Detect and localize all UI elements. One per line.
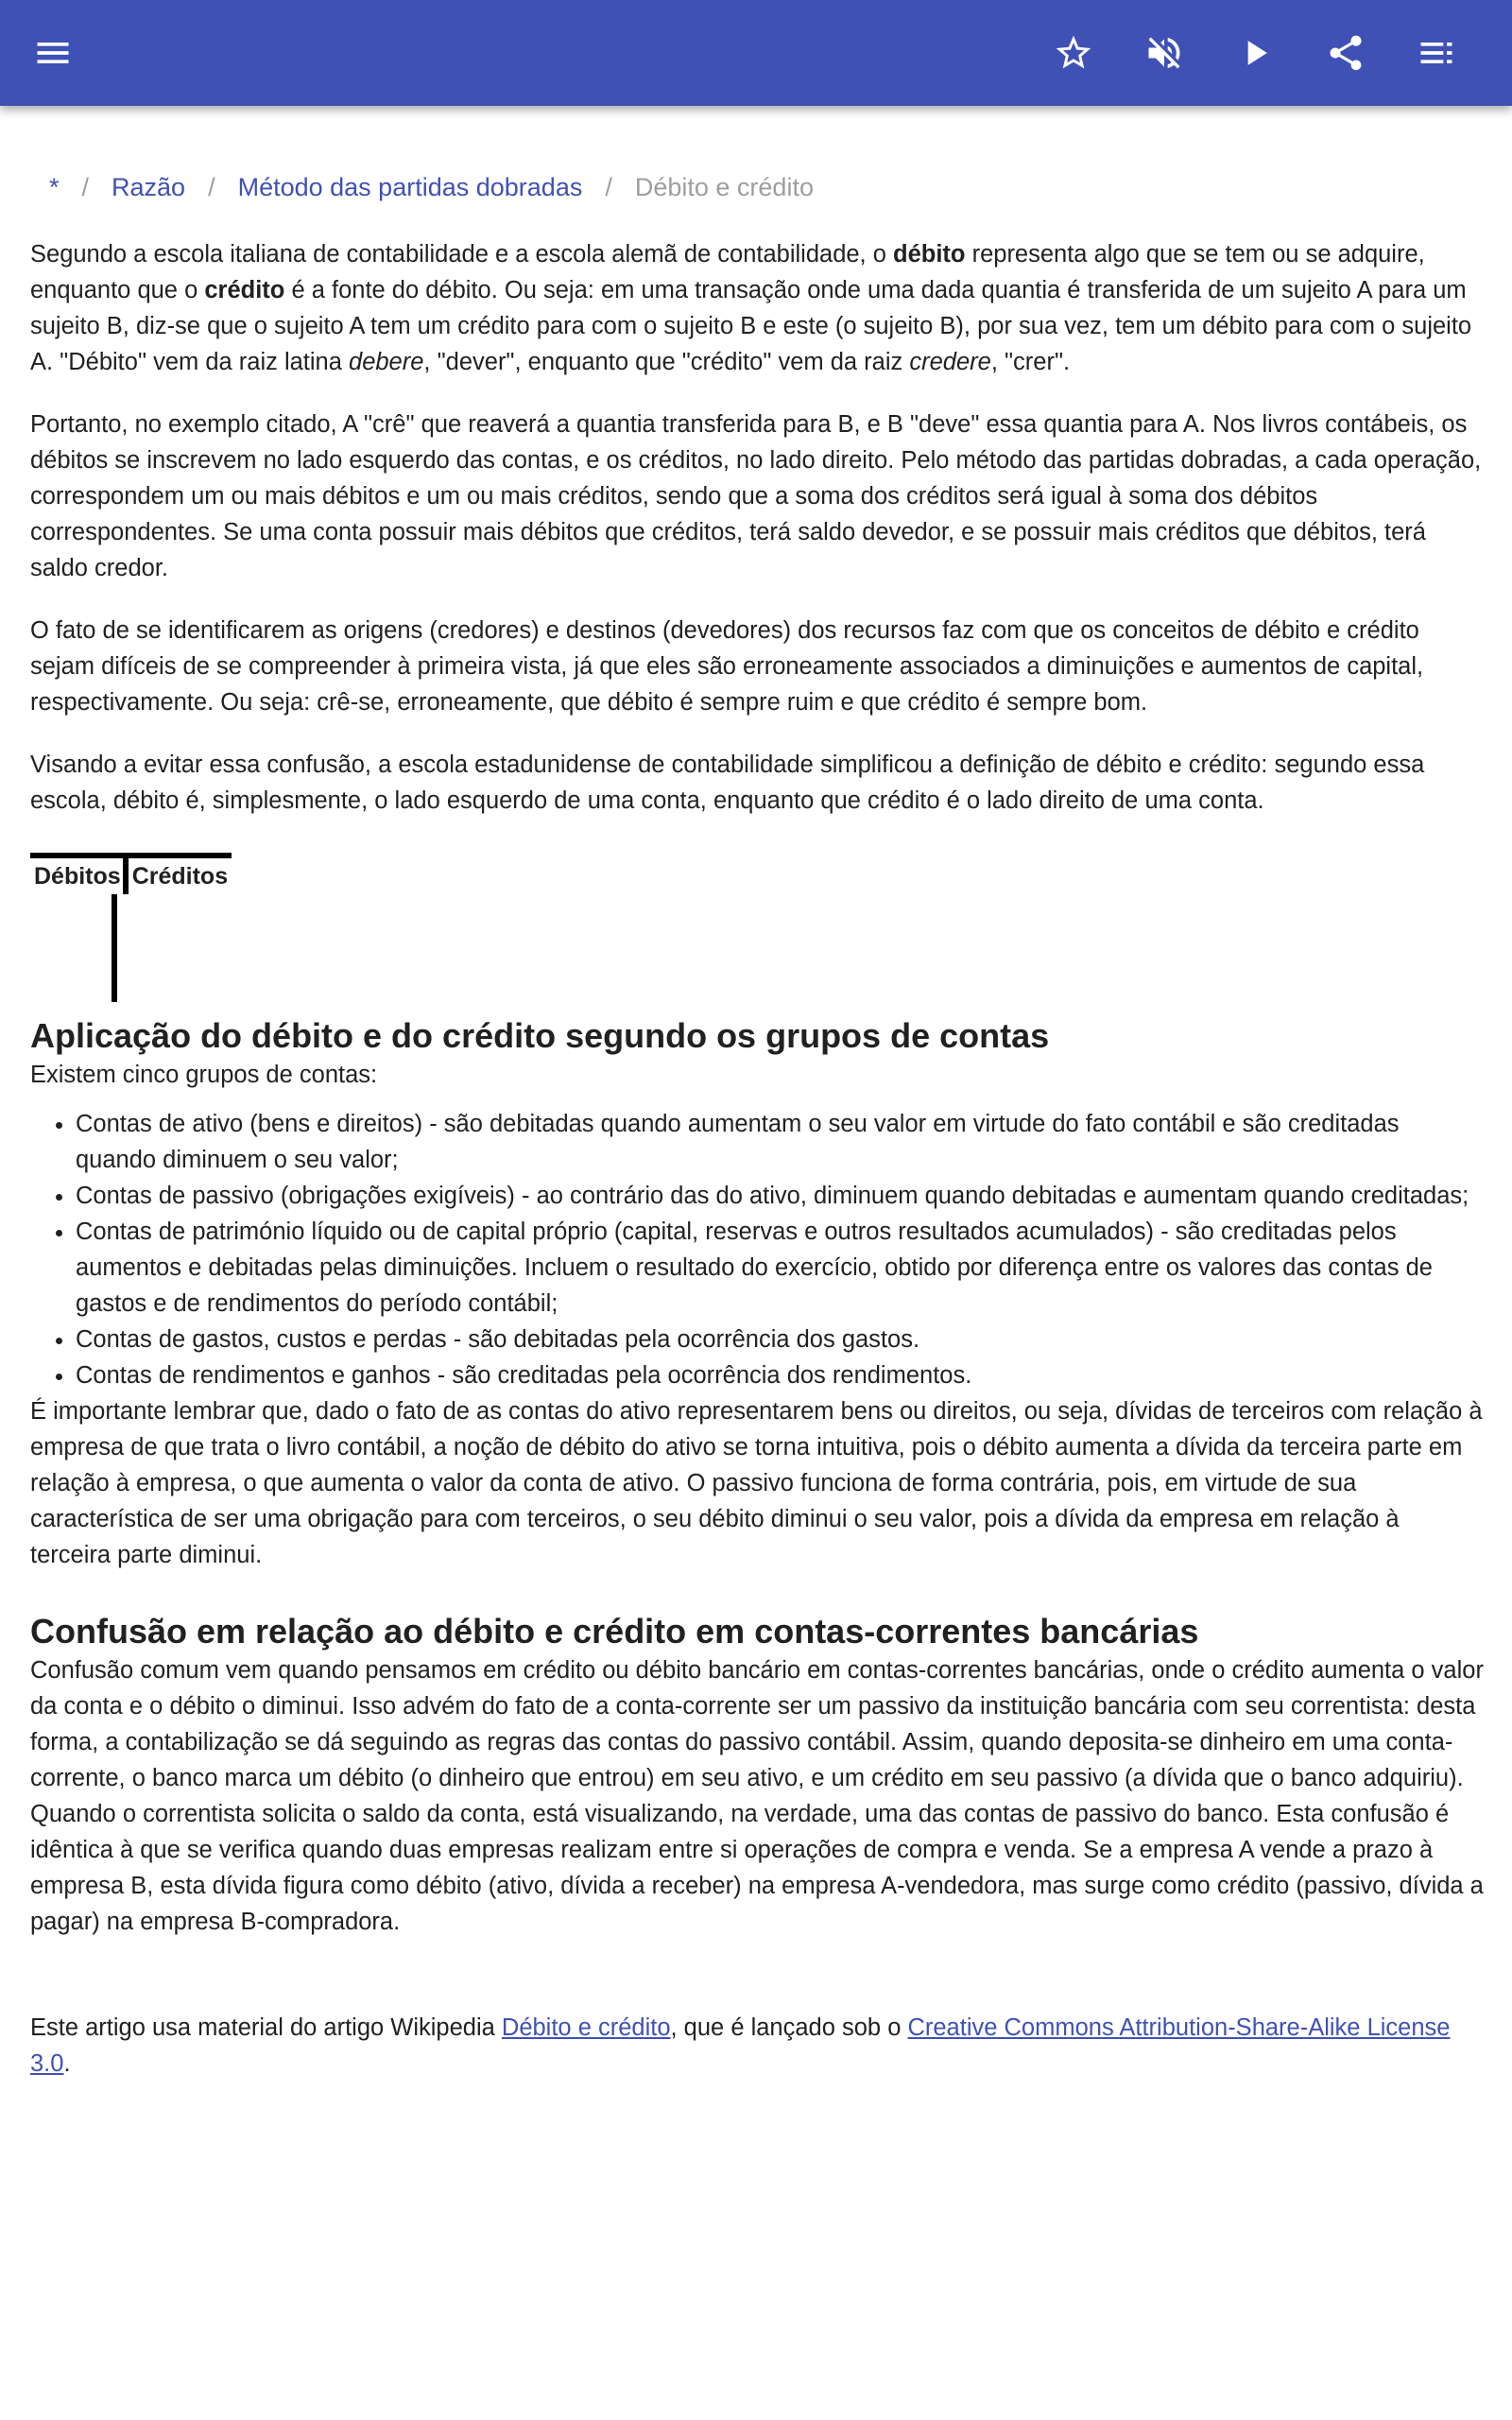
play-icon[interactable]	[1232, 30, 1278, 76]
paragraph: Confusão comum vem quando pensamos em crédito ou débito bancário em contas-correntes bancárias, onde o crédito aumenta o valor da conta e o débito o diminui. Isso advém do fato de a conta-corrente ser um passivo da instituição bancária com seu correntista: desta forma, a contabilização se dá seguindo as regras das contas do passivo contábil. Assim, quando deposita-se dinheiro em uma conta-corrente, o banco marca um débito (o dinheiro que entrou) em seu ativo, e um crédito em seu passivo (a dívida que o banco adquiriu). Quando o correntista solicita o saldo da conta, está visualizando, na verdade, uma das contas de passivo do banco. Esta confusão é idêntica à que se verifica quando duas empresas realizam entre si operações de compra e venda. Se a empresa A vende a prazo à empresa B, esta dívida figura como débito (ativo, dívida a receber) na empresa A-vendedora, mas surge como crédito (passivo, dívida a pagar) na empresa B-compradora.	[30, 1657, 1484, 1935]
list-item: • Contas de gastos, custos e perdas - são debitadas pela ocorrência dos gastos.	[76, 1322, 1486, 1357]
paragraph-2: Portanto, no exemplo citado, A "crê" que reaverá a quantia transferida para B, e B "deve" essa quantia para A. Nos livros contábeis, os débitos se inscrevem no lado esquerdo das contas, e os créditos, no lado direito. Pelo método das partidas dobradas, a cada operação, correspondem um ou mais débitos e um ou mais créditos, sendo que a soma dos créditos será igual à soma dos débitos correspondentes. Se uma conta possuir mais débitos que créditos, terá saldo devedor, e se possuir mais créditos que débitos, terá saldo credor.	[30, 411, 1482, 581]
paragraph: É importante lembrar que, dado o fato de as contas do ativo representarem bens ou direitos, ou seja, dívidas de terceiros com relação à empresa de que trata o livro contábil, a noção de débito do ativo se torna intuitiva, pois o débito aumenta a dívida da terceira parte em relação à empresa, o que aumenta o valor da conta de ativo. O passivo funciona de forma contrária, pois, em virtude de sua característica de ser uma obrigação para com terceiros, o seu débito diminui o seu valor, pois a dívida da empresa em relação à terceira parte diminui.	[30, 1398, 1483, 1568]
t-account-table	[30, 853, 232, 1002]
t-account-divider	[30, 930, 117, 966]
paragraph-1	[30, 236, 1486, 380]
breadcrumb-home[interactable]: *	[49, 173, 60, 201]
list-item: • Contas de rendimentos e ganhos - são creditadas pela ocorrência dos rendimentos.	[76, 1357, 1486, 1393]
list-item: • Contas de passivo (obrigações exigíveis) - ao contrário das do ativo, diminuem quando debitadas e aumentam quando creditadas;	[76, 1178, 1486, 1214]
text-italic: credere	[909, 349, 991, 375]
list-item: • Contas de património líquido ou de capital próprio (capital, reservas e outros resultados acumulados) - são creditadas pelos aumentos e debitadas pelas diminuições. Incluem o resultado do exercício, obtido por diferença entre os valores das contas de gastos e de rendimentos do período contábil;	[76, 1214, 1486, 1322]
breadcrumb-current: Débito e crédito	[634, 173, 814, 201]
star-icon[interactable]	[1051, 30, 1096, 76]
text: representa algo que se tem ou se adquire, enquanto que o	[30, 241, 1425, 303]
list-item: • Contas de ativo (bens e direitos) - são debitadas quando aumentam o seu valor em virtude do fato contábil e são creditadas quando diminuem o seu valor;	[76, 1106, 1486, 1178]
text-italic: debere	[349, 349, 424, 375]
text: .	[63, 2050, 71, 2077]
playlist-icon[interactable]	[1414, 30, 1459, 76]
breadcrumb-separator: /	[81, 173, 90, 201]
breadcrumb-separator: /	[208, 173, 215, 201]
text: Segundo a escola italiana de contabilidade e a escola alemã de contabilidade, o	[30, 241, 893, 268]
text: é a fonte do débito. Ou seja: em uma transação onde uma dada quantia é transferida de um sujeito A para um sujeito B, diz-se que o sujeito A tem um crédito para com o sujeito B e este (o sujeito B), por sua vez, tem um débito para com o sujeito A. "Débito" vem da raiz latina	[30, 277, 1472, 375]
t-account-debits: Débitos	[30, 858, 129, 894]
t-account-divider	[30, 966, 117, 1002]
section-intro: Existem cinco grupos de contas:	[30, 1062, 378, 1088]
article	[30, 166, 1486, 2108]
text-bold: crédito	[204, 277, 285, 303]
paragraph-3: O fato de se identificarem as origens (credores) e destinos (devedores) dos recursos faz com que os conceitos de débito e crédito sejam difíceis de se compreender à primeira vista, já que eles são erroneamente associados a diminuições e aumentos de capital, respectivamente. Ou seja: crê-se, erroneamente, que débito é sempre ruim e que crédito é sempre bom.	[30, 617, 1424, 716]
t-account-divider	[30, 894, 117, 930]
license-link[interactable]: Creative Commons Attribution-Share-Alike License 3.0	[30, 2014, 1451, 2077]
text: , "dever", enquanto que "crédito" vem da raiz	[423, 349, 910, 375]
share-icon[interactable]	[1323, 30, 1368, 76]
section-heading: Aplicação do débito e do crédito segundo os grupos de contas	[30, 1016, 1050, 1055]
text-bold: débito	[893, 241, 966, 268]
text: Este artigo usa material do artigo Wikipedia	[30, 2014, 502, 2041]
section-heading: Confusão em relação ao débito e crédito em contas-correntes bancárias	[30, 1612, 1199, 1651]
breadcrumb-razao[interactable]: Razão	[112, 173, 186, 201]
text: , "crer".	[990, 349, 1071, 375]
paragraph-4: Visando a evitar essa confusão, a escola estadunidense de contabilidade simplificou a definição de débito e crédito: segundo essa escola, débito é, simplesmente, o lado esquerdo de uma conta, enquanto que crédito é o lado direito de uma conta.	[30, 752, 1425, 814]
breadcrumb	[30, 166, 1486, 208]
menu-icon[interactable]	[30, 30, 76, 76]
top-app-bar	[0, 0, 1512, 106]
breadcrumb-separator: /	[605, 173, 612, 201]
volume-off-icon[interactable]	[1142, 30, 1187, 76]
breadcrumb-metodo[interactable]: Método das partidas dobradas	[237, 173, 583, 201]
text: , que é lançado sob o	[670, 2014, 908, 2041]
license-footer	[30, 2010, 1486, 2082]
t-account-credits: Créditos	[131, 863, 229, 890]
source-article-link[interactable]: Débito e crédito	[501, 2014, 671, 2041]
account-groups-list	[76, 1106, 1486, 1393]
